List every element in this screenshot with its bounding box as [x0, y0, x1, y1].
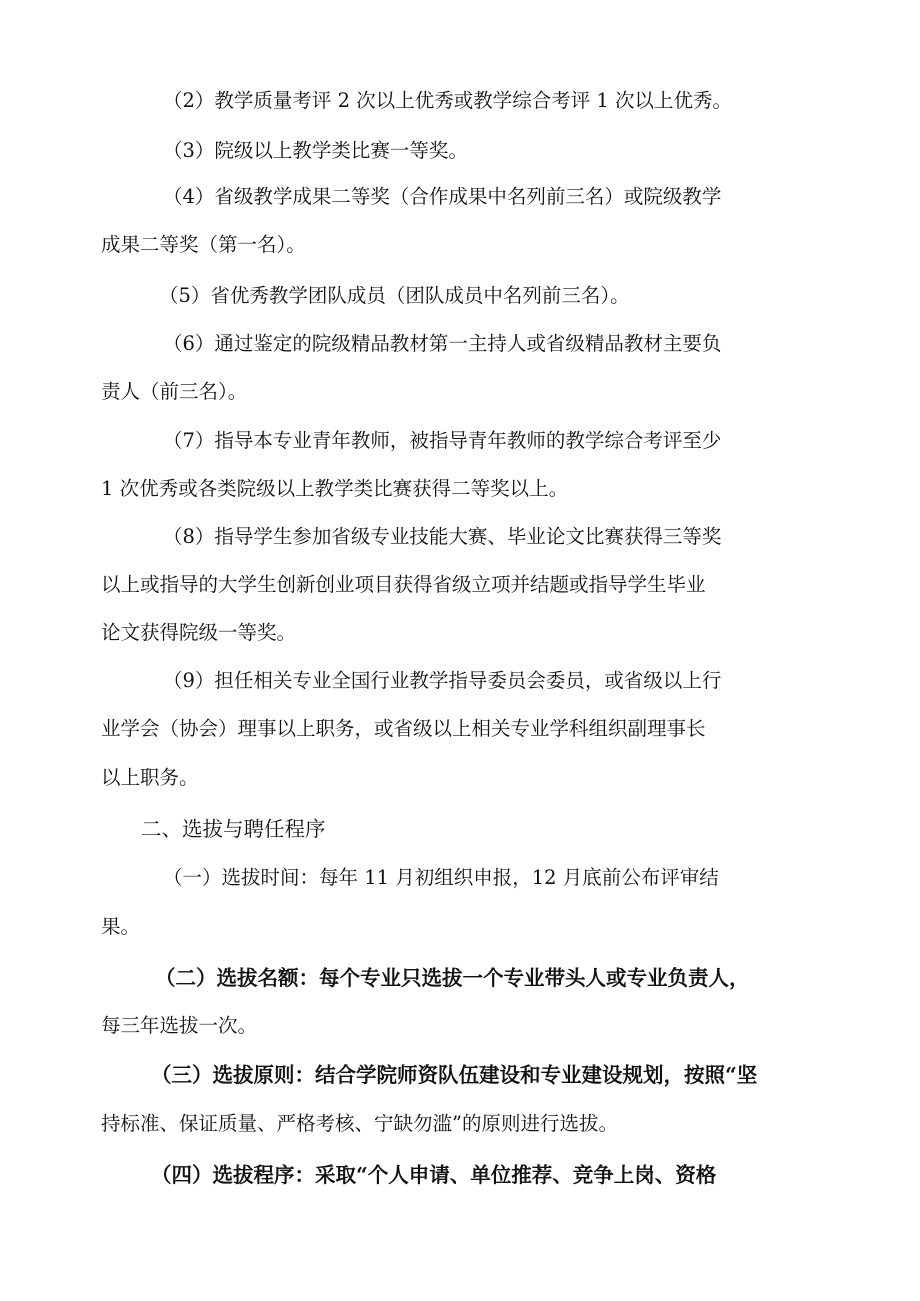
paragraph-line: 持标准、保证质量、严格考核、宁缺勿滥”的原则进行选拔。 [101, 1112, 618, 1135]
paragraph-line: （9）担任相关专业全国行业教学指导委员会委员，或省级以上行 [163, 669, 722, 692]
section-heading: 二、选拔与聘任程序 [141, 817, 326, 841]
paragraph-line: （5）省优秀教学团队成员（团队成员中名列前三名）。 [159, 284, 630, 307]
paragraph-line: 业学会（协会）理事以上职务，或省级以上相关专业学科组织副理事长 [101, 717, 706, 740]
paragraph-line: 果。 [101, 915, 141, 938]
paragraph-line: （8）指导学生参加省级专业技能大赛、毕业论文比赛获得三等奖 [163, 525, 722, 548]
paragraph-line: 以上职务。 [101, 766, 199, 789]
paragraph-line: （7）指导本专业青年教师，被指导青年教师的教学综合考评至少 [163, 429, 722, 452]
paragraph-line: 责人（前三名）。 [101, 380, 248, 403]
paragraph-line: （三）选拔原则：结合学院师资队伍建设和专业建设规划，按照“坚 [151, 1063, 758, 1087]
paragraph-line: 1 次优秀或各类院级以上教学类比赛获得二等奖以上。 [101, 477, 569, 500]
paragraph-line: （四）选拔程序：采取“个人申请、单位推荐、竞争上岗、资格 [151, 1163, 717, 1187]
paragraph-line: 每三年选拔一次。 [101, 1014, 258, 1037]
paragraph-line: 以上或指导的大学生创新创业项目获得省级立项并结题或指导学生毕业 [101, 573, 706, 596]
paragraph-line: （6）通过鉴定的院级精品教材第一主持人或省级精品教材主要负 [163, 332, 722, 355]
paragraph-line: 成果二等奖（第一名）。 [101, 233, 306, 256]
paragraph-line: （二）选拔名额：每个专业只选拔一个专业带头人或专业负责人， [155, 966, 750, 990]
paragraph-line: （3）院级以上教学类比赛一等奖。 [163, 139, 468, 162]
paragraph-line: 论文获得院级一等奖。 [101, 621, 297, 644]
paragraph-line: （一）选拔时间：每年 11 月初组织申报，12 月底前公布评审结 [163, 866, 719, 889]
paragraph-line: （2）教学质量考评 2 次以上优秀或教学综合考评 1 次以上优秀。 [163, 89, 733, 112]
paragraph-line: （4）省级教学成果二等奖（合作成果中名列前三名）或院级教学 [163, 185, 722, 208]
